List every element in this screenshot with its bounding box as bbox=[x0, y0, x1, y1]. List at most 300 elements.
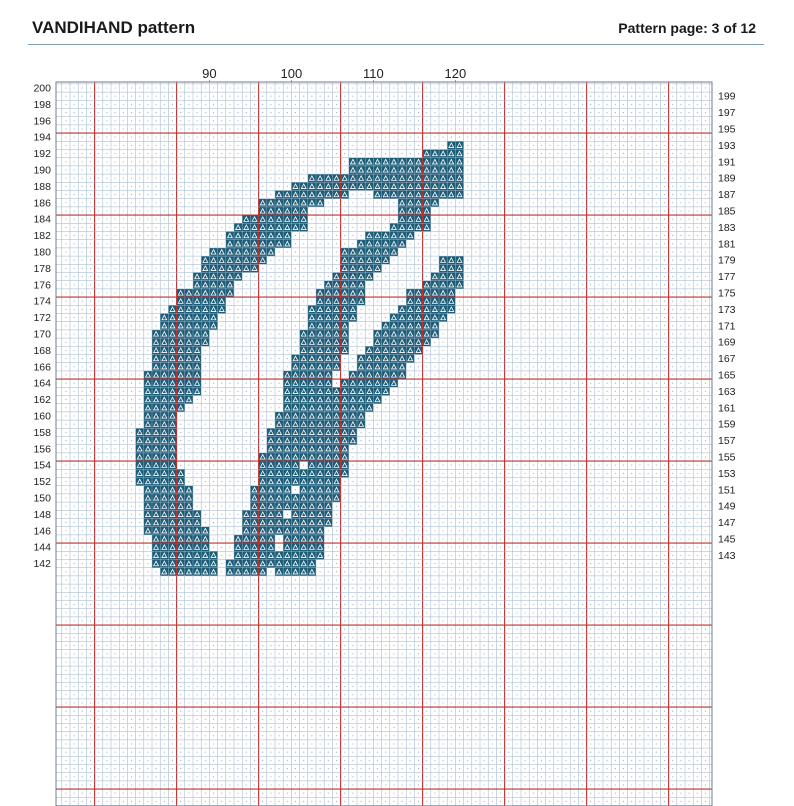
dot-icon bbox=[98, 424, 99, 425]
dot-icon bbox=[623, 268, 624, 269]
dot-icon bbox=[623, 251, 624, 252]
dot-icon bbox=[590, 120, 591, 121]
dot-icon bbox=[303, 251, 304, 252]
dot-icon bbox=[262, 186, 263, 187]
dot-icon bbox=[279, 112, 280, 113]
dot-icon bbox=[106, 292, 107, 293]
dot-icon bbox=[639, 325, 640, 326]
dot-icon bbox=[590, 186, 591, 187]
dot-icon bbox=[459, 243, 460, 244]
dot-icon bbox=[106, 432, 107, 433]
dot-icon bbox=[270, 342, 271, 343]
dot-icon bbox=[574, 260, 575, 261]
dot-icon bbox=[549, 473, 550, 474]
dot-icon bbox=[648, 153, 649, 154]
dot-icon bbox=[590, 481, 591, 482]
dot-icon bbox=[639, 497, 640, 498]
dot-icon bbox=[541, 120, 542, 121]
dot-icon bbox=[525, 194, 526, 195]
dot-icon bbox=[164, 153, 165, 154]
dot-icon bbox=[541, 251, 542, 252]
dot-icon bbox=[106, 391, 107, 392]
dot-icon bbox=[90, 251, 91, 252]
dot-icon bbox=[467, 104, 468, 105]
dot-icon bbox=[115, 235, 116, 236]
dot-icon bbox=[631, 448, 632, 449]
dot-icon bbox=[451, 227, 452, 228]
dot-icon bbox=[533, 260, 534, 261]
dot-icon bbox=[344, 358, 345, 359]
dot-icon bbox=[197, 219, 198, 220]
dot-icon bbox=[385, 292, 386, 293]
dot-icon bbox=[270, 292, 271, 293]
dot-icon bbox=[98, 169, 99, 170]
dot-icon bbox=[197, 424, 198, 425]
dot-icon bbox=[705, 276, 706, 277]
dot-icon bbox=[229, 497, 230, 498]
dot-icon bbox=[246, 112, 247, 113]
dot-icon bbox=[82, 260, 83, 261]
dot-icon bbox=[402, 497, 403, 498]
dot-icon bbox=[147, 120, 148, 121]
dot-icon bbox=[139, 104, 140, 105]
dot-icon bbox=[229, 489, 230, 490]
dot-icon bbox=[123, 448, 124, 449]
dot-icon bbox=[557, 317, 558, 318]
dot-icon bbox=[680, 292, 681, 293]
dot-icon bbox=[205, 161, 206, 162]
dot-icon bbox=[541, 260, 542, 261]
dot-icon bbox=[664, 465, 665, 466]
dot-icon bbox=[295, 96, 296, 97]
dot-icon bbox=[90, 284, 91, 285]
dot-icon bbox=[369, 465, 370, 466]
dot-icon bbox=[434, 456, 435, 457]
dot-icon bbox=[451, 112, 452, 113]
dot-icon bbox=[352, 366, 353, 367]
dot-icon bbox=[402, 301, 403, 302]
dot-icon bbox=[500, 432, 501, 433]
dot-icon bbox=[451, 219, 452, 220]
dot-icon bbox=[262, 342, 263, 343]
dot-icon bbox=[180, 87, 181, 88]
dot-icon bbox=[664, 333, 665, 334]
dot-icon bbox=[533, 497, 534, 498]
dot-icon bbox=[303, 137, 304, 138]
dot-icon bbox=[689, 415, 690, 416]
dot-icon bbox=[221, 465, 222, 466]
dot-icon bbox=[74, 383, 75, 384]
dot-icon bbox=[246, 350, 247, 351]
dot-icon bbox=[680, 440, 681, 441]
dot-icon bbox=[508, 325, 509, 326]
dot-icon bbox=[549, 366, 550, 367]
dot-icon bbox=[500, 383, 501, 384]
dot-icon bbox=[680, 161, 681, 162]
dot-icon bbox=[557, 153, 558, 154]
dot-icon bbox=[623, 325, 624, 326]
dot-icon bbox=[74, 145, 75, 146]
dot-icon bbox=[631, 227, 632, 228]
dot-icon bbox=[328, 243, 329, 244]
dot-icon bbox=[238, 186, 239, 187]
dot-icon bbox=[115, 506, 116, 507]
dot-icon bbox=[369, 137, 370, 138]
dot-icon bbox=[484, 497, 485, 498]
dot-icon bbox=[689, 350, 690, 351]
dot-icon bbox=[336, 514, 337, 515]
dot-icon bbox=[459, 424, 460, 425]
dot-icon bbox=[328, 96, 329, 97]
dot-icon bbox=[106, 399, 107, 400]
dot-icon bbox=[156, 96, 157, 97]
dot-icon bbox=[254, 120, 255, 121]
dot-icon bbox=[574, 383, 575, 384]
dot-icon bbox=[115, 120, 116, 121]
dot-icon bbox=[393, 202, 394, 203]
dot-icon bbox=[287, 358, 288, 359]
dot-icon bbox=[475, 309, 476, 310]
dot-icon bbox=[656, 317, 657, 318]
dot-icon bbox=[467, 186, 468, 187]
dot-icon bbox=[229, 465, 230, 466]
dot-icon bbox=[639, 145, 640, 146]
dot-icon bbox=[516, 432, 517, 433]
dot-icon bbox=[98, 137, 99, 138]
dot-icon bbox=[147, 268, 148, 269]
dot-icon bbox=[582, 292, 583, 293]
dot-icon bbox=[74, 96, 75, 97]
dot-icon bbox=[328, 227, 329, 228]
dot-icon bbox=[590, 366, 591, 367]
dot-icon bbox=[566, 260, 567, 261]
dot-icon bbox=[574, 96, 575, 97]
dot-icon bbox=[287, 317, 288, 318]
dot-icon bbox=[623, 235, 624, 236]
dot-icon bbox=[90, 333, 91, 334]
dot-icon bbox=[672, 243, 673, 244]
dot-icon bbox=[270, 284, 271, 285]
dot-icon bbox=[139, 153, 140, 154]
dot-icon bbox=[377, 424, 378, 425]
dot-icon bbox=[246, 186, 247, 187]
dot-icon bbox=[451, 415, 452, 416]
dot-icon bbox=[615, 301, 616, 302]
dot-icon bbox=[139, 210, 140, 211]
dot-icon bbox=[361, 448, 362, 449]
dot-icon bbox=[631, 489, 632, 490]
dot-icon bbox=[623, 432, 624, 433]
dot-icon bbox=[254, 284, 255, 285]
dot-icon bbox=[344, 120, 345, 121]
dot-icon bbox=[680, 128, 681, 129]
dot-icon bbox=[90, 128, 91, 129]
dot-icon bbox=[229, 350, 230, 351]
dot-icon bbox=[607, 161, 608, 162]
dot-icon bbox=[656, 481, 657, 482]
dot-icon bbox=[705, 374, 706, 375]
dot-icon bbox=[139, 219, 140, 220]
dot-icon bbox=[607, 399, 608, 400]
dot-icon bbox=[393, 481, 394, 482]
dot-icon bbox=[385, 506, 386, 507]
dot-icon bbox=[516, 374, 517, 375]
dot-icon bbox=[238, 415, 239, 416]
dot-icon bbox=[492, 407, 493, 408]
dot-icon bbox=[615, 137, 616, 138]
dot-icon bbox=[180, 178, 181, 179]
dot-icon bbox=[90, 399, 91, 400]
dot-icon bbox=[262, 112, 263, 113]
dot-icon bbox=[90, 301, 91, 302]
dot-icon bbox=[188, 440, 189, 441]
dot-icon bbox=[123, 153, 124, 154]
dot-icon bbox=[402, 514, 403, 515]
dot-icon bbox=[188, 104, 189, 105]
dot-icon bbox=[82, 112, 83, 113]
dot-icon bbox=[188, 473, 189, 474]
dot-icon bbox=[65, 309, 66, 310]
dot-icon bbox=[279, 137, 280, 138]
dot-icon bbox=[680, 497, 681, 498]
dot-icon bbox=[262, 407, 263, 408]
dot-icon bbox=[598, 358, 599, 359]
dot-icon bbox=[336, 235, 337, 236]
dot-icon bbox=[664, 194, 665, 195]
dot-icon bbox=[336, 87, 337, 88]
dot-icon bbox=[533, 219, 534, 220]
dot-icon bbox=[459, 448, 460, 449]
dot-icon bbox=[426, 522, 427, 523]
dot-icon bbox=[623, 350, 624, 351]
dot-icon bbox=[549, 219, 550, 220]
dot-icon bbox=[410, 112, 411, 113]
dot-icon bbox=[131, 522, 132, 523]
dot-icon bbox=[188, 161, 189, 162]
dot-icon bbox=[516, 276, 517, 277]
dot-icon bbox=[172, 227, 173, 228]
dot-icon bbox=[492, 317, 493, 318]
dot-icon bbox=[467, 145, 468, 146]
dot-icon bbox=[434, 465, 435, 466]
dot-icon bbox=[147, 333, 148, 334]
dot-icon bbox=[156, 186, 157, 187]
dot-icon bbox=[582, 374, 583, 375]
dot-icon bbox=[172, 292, 173, 293]
dot-icon bbox=[648, 104, 649, 105]
dot-icon bbox=[229, 161, 230, 162]
dot-icon bbox=[525, 128, 526, 129]
dot-icon bbox=[221, 219, 222, 220]
dot-icon bbox=[492, 128, 493, 129]
dot-icon bbox=[451, 481, 452, 482]
dot-icon bbox=[475, 219, 476, 220]
dot-icon bbox=[254, 87, 255, 88]
dot-icon bbox=[566, 481, 567, 482]
dot-icon bbox=[525, 399, 526, 400]
dot-icon bbox=[410, 481, 411, 482]
dot-icon bbox=[607, 153, 608, 154]
dot-icon bbox=[574, 128, 575, 129]
dot-icon bbox=[106, 153, 107, 154]
dot-icon bbox=[172, 260, 173, 261]
dot-icon bbox=[369, 424, 370, 425]
dot-icon bbox=[664, 178, 665, 179]
dot-icon bbox=[467, 399, 468, 400]
dot-icon bbox=[98, 366, 99, 367]
dot-icon bbox=[279, 268, 280, 269]
dot-icon bbox=[385, 481, 386, 482]
dot-icon bbox=[238, 145, 239, 146]
dot-icon bbox=[492, 481, 493, 482]
dot-icon bbox=[402, 391, 403, 392]
dot-icon bbox=[205, 465, 206, 466]
dot-icon bbox=[615, 407, 616, 408]
dot-icon bbox=[607, 456, 608, 457]
dot-icon bbox=[557, 514, 558, 515]
dot-icon bbox=[680, 514, 681, 515]
dot-icon bbox=[172, 194, 173, 195]
dot-icon bbox=[557, 506, 558, 507]
dot-icon bbox=[705, 153, 706, 154]
dot-icon bbox=[516, 219, 517, 220]
dot-icon bbox=[475, 153, 476, 154]
dot-icon bbox=[508, 448, 509, 449]
dot-icon bbox=[434, 481, 435, 482]
dot-icon bbox=[262, 383, 263, 384]
dot-icon bbox=[279, 161, 280, 162]
dot-icon bbox=[631, 514, 632, 515]
dot-icon bbox=[574, 284, 575, 285]
dot-icon bbox=[697, 202, 698, 203]
dot-icon bbox=[574, 161, 575, 162]
dot-icon bbox=[467, 374, 468, 375]
dot-icon bbox=[139, 120, 140, 121]
dot-icon bbox=[566, 169, 567, 170]
dot-icon bbox=[525, 243, 526, 244]
dot-icon bbox=[664, 309, 665, 310]
dot-icon bbox=[549, 112, 550, 113]
dot-icon bbox=[680, 399, 681, 400]
dot-icon bbox=[98, 432, 99, 433]
dot-icon bbox=[221, 169, 222, 170]
dot-icon bbox=[385, 497, 386, 498]
dot-icon bbox=[180, 268, 181, 269]
dot-icon bbox=[385, 309, 386, 310]
dot-icon bbox=[475, 284, 476, 285]
dot-icon bbox=[65, 301, 66, 302]
dot-icon bbox=[115, 325, 116, 326]
dot-icon bbox=[188, 194, 189, 195]
dot-icon bbox=[262, 317, 263, 318]
dot-icon bbox=[598, 432, 599, 433]
dot-icon bbox=[295, 284, 296, 285]
dot-icon bbox=[336, 120, 337, 121]
dot-icon bbox=[615, 465, 616, 466]
dot-icon bbox=[549, 87, 550, 88]
dot-icon bbox=[557, 268, 558, 269]
dot-icon bbox=[213, 235, 214, 236]
dot-icon bbox=[574, 399, 575, 400]
dot-icon bbox=[492, 506, 493, 507]
dot-icon bbox=[65, 325, 66, 326]
dot-icon bbox=[65, 333, 66, 334]
dot-icon bbox=[557, 260, 558, 261]
dot-icon bbox=[615, 87, 616, 88]
dot-icon bbox=[311, 128, 312, 129]
dot-icon bbox=[615, 128, 616, 129]
dot-icon bbox=[598, 506, 599, 507]
dot-icon bbox=[410, 243, 411, 244]
dot-icon bbox=[598, 292, 599, 293]
dot-icon bbox=[106, 522, 107, 523]
dot-icon bbox=[566, 268, 567, 269]
dot-icon bbox=[623, 301, 624, 302]
dot-icon bbox=[582, 284, 583, 285]
dot-icon bbox=[467, 391, 468, 392]
dot-icon bbox=[254, 473, 255, 474]
dot-icon bbox=[262, 128, 263, 129]
dot-icon bbox=[410, 145, 411, 146]
dot-icon bbox=[205, 104, 206, 105]
dot-icon bbox=[123, 112, 124, 113]
dot-icon bbox=[320, 128, 321, 129]
dot-icon bbox=[402, 153, 403, 154]
dot-icon bbox=[164, 120, 165, 121]
dot-icon bbox=[65, 497, 66, 498]
dot-icon bbox=[672, 391, 673, 392]
dot-icon bbox=[238, 153, 239, 154]
dot-icon bbox=[475, 448, 476, 449]
dot-icon bbox=[664, 317, 665, 318]
dot-icon bbox=[434, 104, 435, 105]
dot-icon bbox=[287, 325, 288, 326]
dot-icon bbox=[410, 96, 411, 97]
dot-icon bbox=[369, 219, 370, 220]
dot-icon bbox=[418, 137, 419, 138]
dot-icon bbox=[492, 292, 493, 293]
dot-icon bbox=[106, 465, 107, 466]
dot-icon bbox=[492, 497, 493, 498]
dot-icon bbox=[320, 251, 321, 252]
dot-icon bbox=[164, 284, 165, 285]
dot-icon bbox=[525, 202, 526, 203]
dot-icon bbox=[623, 391, 624, 392]
dot-icon bbox=[254, 333, 255, 334]
dot-icon bbox=[426, 440, 427, 441]
dot-icon bbox=[361, 456, 362, 457]
dot-icon bbox=[172, 210, 173, 211]
dot-icon bbox=[139, 87, 140, 88]
dot-icon bbox=[664, 276, 665, 277]
dot-icon bbox=[188, 481, 189, 482]
dot-icon bbox=[533, 161, 534, 162]
dot-icon bbox=[221, 366, 222, 367]
dot-icon bbox=[197, 202, 198, 203]
dot-icon bbox=[123, 489, 124, 490]
dot-icon bbox=[213, 194, 214, 195]
dot-icon bbox=[369, 481, 370, 482]
dot-icon bbox=[172, 243, 173, 244]
dot-icon bbox=[500, 440, 501, 441]
dot-icon bbox=[74, 391, 75, 392]
dot-icon bbox=[541, 456, 542, 457]
dot-icon bbox=[254, 309, 255, 310]
dot-icon bbox=[533, 128, 534, 129]
dot-icon bbox=[131, 186, 132, 187]
dot-icon bbox=[156, 276, 157, 277]
dot-icon bbox=[680, 358, 681, 359]
